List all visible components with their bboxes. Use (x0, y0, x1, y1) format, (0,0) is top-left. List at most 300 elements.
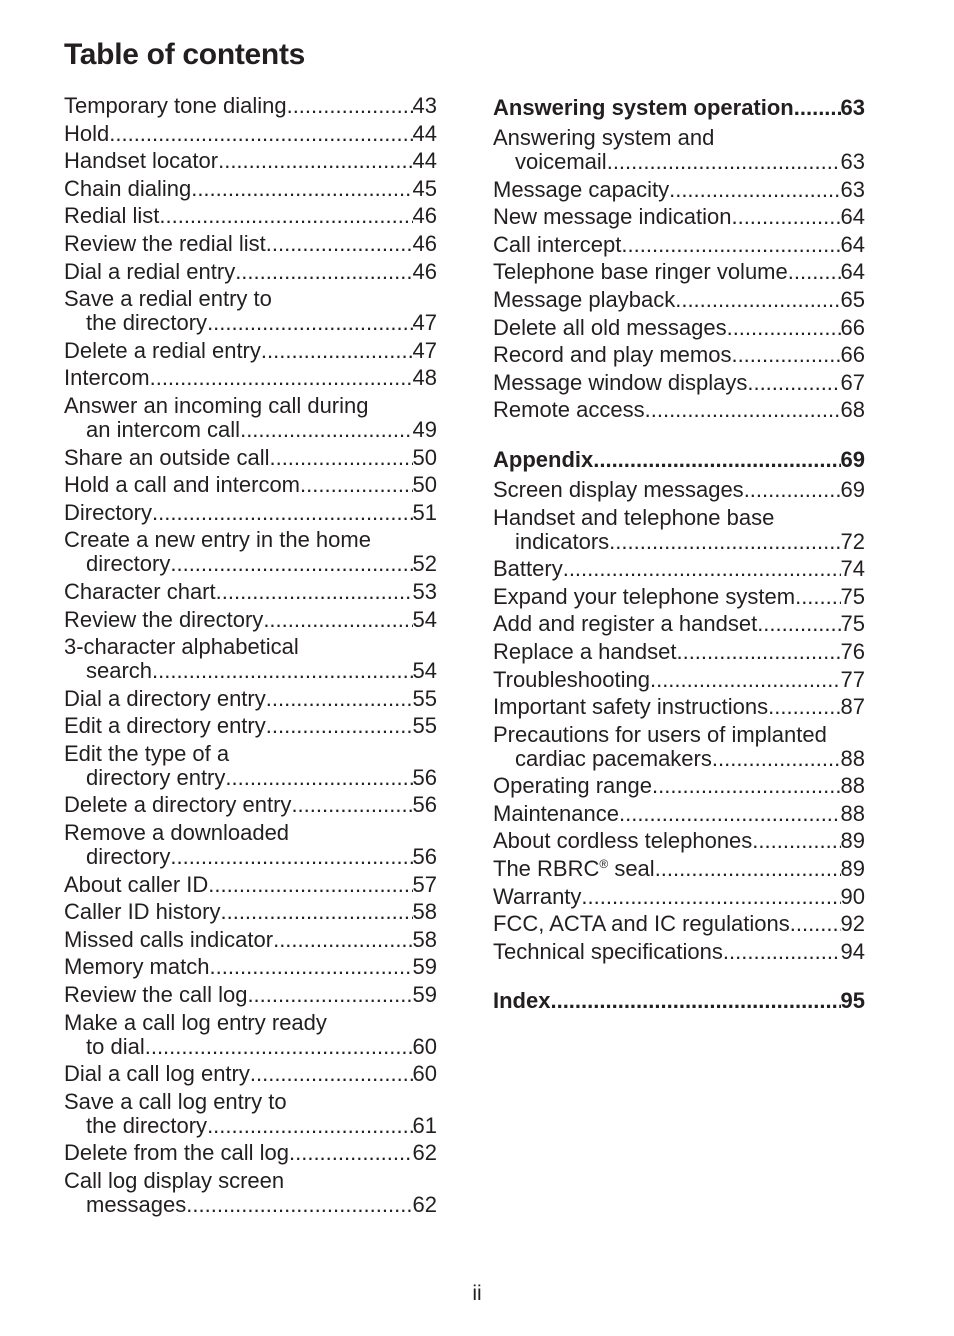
toc-page-number: 95 (840, 988, 865, 1014)
toc-entry-title-wrap (64, 204, 159, 228)
toc-entry-title: Dial a redial entry (64, 258, 236, 284)
toc-page-number: 90 (840, 883, 865, 909)
toc-entry-title-wrap (493, 316, 727, 340)
toc-entry-title-wrap (493, 585, 795, 609)
toc-entry-title: Character chart (64, 578, 216, 604)
toc-page-number: 88 (840, 773, 865, 799)
toc-entry-title-wrap (493, 448, 593, 472)
toc-entry-delete-all-old-messages[interactable] (493, 314, 865, 342)
dot-leader (675, 288, 840, 312)
toc-entry-title-wrap (64, 260, 235, 284)
toc-entry-review-the-call-log[interactable] (64, 981, 437, 1009)
toc-entry-title: Record and play memos (493, 342, 732, 368)
dot-leader (269, 446, 412, 470)
toc-page-number: 92 (840, 911, 865, 937)
dot-leader (152, 501, 413, 525)
toc-entry-title: Handset locator (64, 148, 219, 174)
toc-page-number: 63 (840, 95, 865, 120)
dot-leader (757, 612, 840, 636)
toc-entry-title: Add and register a handset (493, 611, 758, 637)
toc-entry-fcc-acta-and-ic-regulations[interactable] (493, 910, 865, 938)
toc-entry-character-chart[interactable] (64, 578, 437, 606)
toc-entry-title-wrap (64, 339, 261, 363)
toc-entry-title: About cordless telephones (493, 828, 753, 854)
toc-entry-title: Delete all old messages (493, 314, 727, 340)
toc-entry-title: Temporary tone dialing (64, 93, 287, 118)
toc-page-number: 52 (412, 551, 437, 577)
toc-entry-title: FCC, ACTA and IC regulations (493, 911, 790, 937)
dot-leader (795, 585, 840, 609)
toc-page-number: 45 (412, 175, 437, 201)
dot-leader (609, 530, 840, 554)
toc-page-number: 46 (412, 230, 437, 256)
dot-leader (563, 557, 841, 581)
toc-entry-title: Redial list (64, 203, 160, 229)
toc-page-number: 65 (840, 286, 865, 312)
toc-entry-title: Call intercept (493, 231, 622, 257)
toc-entry-dial-a-call-log-entry[interactable] (64, 1060, 437, 1088)
toc-entry-title: Review the redial list (64, 230, 266, 256)
toc-page-number: 44 (412, 120, 437, 146)
toc-page-number: 55 (412, 685, 437, 711)
toc-entry-title: Replace a handset (493, 638, 677, 664)
toc-entry-hold[interactable] (64, 120, 437, 148)
dot-leader (752, 829, 840, 853)
toc-entry-delete-a-redial-entry[interactable] (64, 337, 437, 365)
toc-entry-share-an-outside-call[interactable] (64, 444, 437, 472)
toc-page-number: 94 (840, 938, 865, 964)
dot-leader (727, 316, 841, 340)
toc-entry-title: Important safety instructions (493, 694, 769, 720)
toc-page-number: 76 (840, 638, 865, 664)
toc-entry-title-wrap (515, 530, 609, 554)
toc-entry-title-line1: Make a call log entry ready (64, 1009, 327, 1035)
toc-entry-title: voicemail (515, 149, 607, 174)
toc-page-number: 53 (412, 578, 437, 604)
toc-entry-title-wrap (493, 398, 645, 422)
toc-entry-title-wrap (86, 1114, 207, 1138)
toc-entry-title-wrap (493, 205, 731, 229)
dot-leader (150, 366, 413, 390)
toc-entry-title: directory (86, 551, 171, 577)
toc-entry-warranty[interactable] (493, 883, 865, 911)
toc-entry-title: Memory match (64, 954, 210, 980)
dot-leader (207, 1114, 412, 1138)
dot-leader (619, 802, 841, 826)
toc-page-number: 47 (412, 310, 437, 336)
toc-entry-title-line1: Answer an incoming call during (64, 392, 369, 418)
dot-leader (300, 473, 413, 497)
toc-entry-title-wrap (64, 928, 273, 952)
toc-page-number: 63 (840, 149, 865, 174)
toc-page-number: 60 (412, 1061, 437, 1087)
toc-entry-title-line1: Edit the type of a (64, 740, 230, 766)
toc-page-number: 77 (840, 666, 865, 692)
toc-entry-about-caller-id[interactable] (64, 871, 437, 899)
toc-entry-title-wrap (86, 1035, 145, 1059)
dot-leader (109, 122, 412, 146)
toc-entry-title: Hold a call and intercom (64, 472, 301, 498)
toc-entry-remove-a-downloaded-directory[interactable] (64, 819, 437, 871)
dot-leader (145, 1035, 413, 1059)
dot-leader (645, 398, 841, 422)
toc-entry-technical-specifications[interactable] (493, 938, 865, 966)
toc-entry-title-line1: Handset and telephone base (493, 504, 775, 530)
toc-page-number: 62 (412, 1140, 437, 1166)
toc-entry-review-the-directory[interactable] (64, 606, 437, 634)
dot-leader (723, 940, 841, 964)
toc-entry-title-line1: Answering system and (493, 125, 715, 150)
toc-entry-title: Delete a redial entry (64, 337, 261, 363)
toc-entry-title: About caller ID (64, 871, 209, 897)
dot-leader (261, 339, 413, 363)
toc-entry-the-rbrc[interactable] (493, 855, 865, 883)
dot-leader (266, 232, 413, 256)
toc-page-number: 43 (412, 93, 437, 118)
toc-entry-title-suffix: seal (608, 856, 655, 882)
toc-entry-title-wrap (493, 612, 757, 636)
toc-page-number: 89 (840, 828, 865, 854)
toc-entry-record-and-play-memos[interactable] (493, 341, 865, 369)
toc-entry-title: Missed calls indicator (64, 926, 274, 952)
toc-page-number: 72 (840, 528, 865, 554)
toc-entry-title-line1: Call log display screen (64, 1168, 285, 1193)
toc-entry-message-capacity[interactable] (493, 176, 865, 204)
toc-entry-title-wrap (64, 473, 300, 497)
dot-leader (676, 640, 840, 664)
toc-entry-title-wrap (64, 1062, 250, 1086)
toc-entry-title: Telephone base ringer volume (493, 259, 788, 285)
dot-leader (731, 205, 840, 229)
toc-entry-title: Directory (64, 499, 153, 525)
toc-entry-caller-id-history[interactable] (64, 898, 437, 926)
toc-entry-save-a-redial-entry-to-the-directory[interactable] (64, 285, 437, 337)
page-number: ii (472, 1282, 482, 1305)
section-gap (493, 965, 865, 985)
toc-entry-title-wrap (64, 94, 287, 118)
toc-entry-important-safety-instructions[interactable] (493, 693, 865, 721)
toc-entry-title: the directory (86, 1112, 208, 1138)
dot-leader (247, 983, 412, 1007)
toc-entry-title: Technical specifications (493, 938, 723, 964)
toc-entry-title: Message playback (493, 286, 676, 312)
toc-entry-title: indicators (515, 528, 610, 554)
toc-section-heading-index[interactable] (493, 985, 865, 1017)
toc-entry-hold-a-call-and-intercom[interactable] (64, 471, 437, 499)
toc-entry-battery[interactable] (493, 555, 865, 583)
toc-page-number: 55 (412, 713, 437, 739)
toc-entry-title: Delete from the call log (64, 1140, 289, 1166)
toc-page-number: 59 (412, 954, 437, 980)
toc-entry-title-wrap (64, 446, 269, 470)
toc-entry-3-character-alphabetical-search[interactable] (64, 633, 437, 685)
dot-leader (790, 912, 841, 936)
dot-leader (788, 260, 841, 284)
toc-entry-title-wrap (64, 900, 220, 924)
toc-entry-memory-match[interactable] (64, 953, 437, 981)
toc-entry-title: Dial a call log entry (64, 1061, 250, 1087)
toc-page-number: 74 (840, 556, 865, 582)
toc-entry-new-message-indication[interactable] (493, 203, 865, 231)
toc-entry-dial-a-redial-entry[interactable] (64, 258, 437, 286)
toc-page-number: 56 (412, 792, 437, 818)
toc-entry-title: Delete a directory entry (64, 792, 292, 818)
toc-entry-expand-your-telephone-system[interactable] (493, 583, 865, 611)
toc-entry-add-and-register-a-handset[interactable] (493, 610, 865, 638)
toc-entry-make-a-call-log-entry-ready-to-dial[interactable] (64, 1009, 437, 1061)
toc-entry-title: messages (86, 1192, 187, 1217)
toc-entry-title-wrap (64, 232, 266, 256)
toc-entry-title: to dial (86, 1033, 145, 1059)
toc-entry-save-a-call-log-entry-to-the-directory[interactable] (64, 1088, 437, 1140)
toc-entry-title-wrap (64, 687, 266, 711)
toc-entry-delete-a-directory-entry[interactable] (64, 791, 437, 819)
dot-leader (170, 552, 412, 576)
toc-page-number: 66 (840, 342, 865, 368)
dot-leader (273, 928, 412, 952)
toc-entry-title-wrap (86, 311, 207, 335)
toc-entry-title: Maintenance (493, 800, 619, 826)
toc-entry-precautions-for-users-of-implanted-cardiac-pacemakers[interactable] (493, 721, 865, 773)
toc-entry-call-log-display-screen-messages[interactable] (64, 1167, 437, 1219)
toc-entry-title: Answering system operation (493, 95, 794, 120)
toc-entry-call-intercept[interactable] (493, 231, 865, 259)
toc-entry-title: New message indication (493, 204, 732, 230)
toc-entry-title: Dial a directory entry (64, 685, 266, 711)
toc-page-number: 75 (840, 583, 865, 609)
dot-leader (263, 608, 412, 632)
toc-entry-title: directory entry (86, 764, 226, 790)
toc-entry-message-playback[interactable] (493, 286, 865, 314)
toc-entry-troubleshooting[interactable] (493, 666, 865, 694)
toc-page-number: 67 (840, 369, 865, 395)
toc-page-number: 56 (412, 844, 437, 870)
toc-page-number: 50 (412, 472, 437, 498)
toc-page-number: 46 (412, 258, 437, 284)
dot-leader (225, 766, 412, 790)
toc-section-heading-answering-system-operation[interactable] (493, 92, 865, 124)
toc-entry-title-wrap (64, 149, 218, 173)
toc-entry-maintenance[interactable] (493, 800, 865, 828)
dot-leader (650, 668, 841, 692)
dot-leader (655, 857, 841, 881)
dot-leader (191, 177, 412, 201)
toc-entry-title-wrap (493, 989, 550, 1013)
toc-entry-title-wrap (493, 343, 731, 367)
toc-page-number: 49 (412, 416, 437, 442)
toc-page-number: 57 (412, 871, 437, 897)
toc-entry-title: the directory (86, 310, 208, 336)
toc-entry-title-wrap (64, 366, 150, 390)
toc-entry-title-wrap (64, 580, 216, 604)
toc-entry-edit-a-directory-entry[interactable] (64, 712, 437, 740)
toc-page-number: 64 (840, 231, 865, 257)
toc-entry-redial-list[interactable] (64, 202, 437, 230)
toc-page-number: 89 (840, 856, 865, 882)
toc-entry-title: Message window displays (493, 369, 748, 395)
toc-page-number: 61 (412, 1112, 437, 1138)
toc-entry-title-wrap (493, 695, 768, 719)
toc-entry-title-wrap (493, 371, 747, 395)
toc-entry-title-line1: Precautions for users of implanted (493, 721, 827, 747)
toc-page-number: 54 (412, 606, 437, 632)
toc-page-number: 69 (840, 446, 865, 472)
dot-leader (747, 371, 840, 395)
toc-entry-title: Battery (493, 556, 563, 582)
toc-page-number: 66 (840, 314, 865, 340)
dot-leader (266, 687, 413, 711)
toc-entry-intercom[interactable] (64, 364, 437, 392)
toc-entry-create-a-new-entry-in-the-home-directory[interactable] (64, 526, 437, 578)
toc-page-number: 59 (412, 982, 437, 1008)
toc-entry-title: Share an outside call (64, 444, 270, 470)
toc-entry-title: search (86, 658, 153, 684)
toc-entry-title: Expand your telephone system (493, 583, 796, 609)
toc-entry-handset-and-telephone-base-indicators[interactable] (493, 504, 865, 556)
toc-entry-title-wrap (64, 501, 152, 525)
toc-entry-title-wrap (64, 1141, 289, 1165)
toc-page-number: 69 (840, 476, 865, 502)
dot-leader (669, 178, 840, 202)
toc-entry-missed-calls-indicator[interactable] (64, 926, 437, 954)
dot-leader (289, 1141, 413, 1165)
dot-leader (170, 845, 412, 869)
toc-entry-title-wrap (86, 418, 240, 442)
toc-page-number: 68 (840, 397, 865, 423)
toc-entry-review-the-redial-list[interactable] (64, 230, 437, 258)
dot-leader (621, 233, 840, 257)
toc-entry-title-wrap (493, 774, 652, 798)
dot-leader (186, 1193, 412, 1217)
toc-entry-title-wrap (515, 150, 607, 174)
toc-entry-title-wrap (493, 557, 563, 581)
toc-entry-telephone-base-ringer-volume[interactable] (493, 258, 865, 286)
toc-page-number: 64 (840, 204, 865, 230)
toc-entry-title-wrap (64, 955, 209, 979)
toc-entry-title-wrap (515, 747, 712, 771)
toc-entry-title-wrap (493, 829, 752, 853)
registered-mark: ® (599, 857, 609, 872)
toc-entry-title-wrap (493, 885, 581, 909)
toc-entry-title-wrap (493, 912, 790, 936)
toc-page-number: 47 (412, 337, 437, 363)
toc-entry-title-wrap (86, 1193, 186, 1217)
toc-entry-answering-system-and-voicemail[interactable] (493, 124, 865, 176)
toc-entry-delete-from-the-call-log[interactable] (64, 1139, 437, 1167)
toc-page-number: 44 (412, 148, 437, 174)
toc-entry-replace-a-handset[interactable] (493, 638, 865, 666)
toc-page-number: 51 (412, 499, 437, 525)
dot-leader (207, 311, 412, 335)
toc-entry-temporary-tone-dialing[interactable] (64, 92, 437, 120)
toc-entry-title-line1: 3-character alphabetical (64, 634, 299, 660)
toc-entry-title-wrap (493, 940, 723, 964)
dot-leader (240, 418, 412, 442)
toc-entry-title: cardiac pacemakers (515, 745, 712, 771)
toc-entry-title-wrap (86, 845, 170, 869)
toc-entry-title: Hold (64, 120, 110, 146)
dot-leader (152, 659, 412, 683)
dot-leader (768, 695, 840, 719)
toc-entry-title-line1: Save a call log entry to (64, 1088, 287, 1114)
toc-entry-title: Appendix (493, 446, 594, 472)
dot-leader (291, 793, 412, 817)
toc-page-number: 48 (412, 365, 437, 391)
toc-entry-title-wrap (64, 122, 109, 146)
toc-entry-title: Review the directory (64, 606, 264, 632)
dot-leader (712, 747, 841, 771)
dot-leader (744, 478, 841, 502)
toc-entry-title-line1: Create a new entry in the home (64, 527, 371, 553)
toc-entry-title-wrap (493, 668, 650, 692)
toc-section-heading-appendix[interactable] (493, 444, 865, 476)
toc-entry-message-window-displays[interactable] (493, 369, 865, 397)
toc-page-number: 88 (840, 800, 865, 826)
toc-entry-remote-access[interactable] (493, 396, 865, 424)
toc-entry-answer-an-incoming-call-during-an-intercom-call[interactable] (64, 392, 437, 444)
toc-entry-edit-the-type-of-a-directory-entry[interactable] (64, 740, 437, 792)
toc-entry-title: Remote access (493, 397, 645, 423)
toc-entry-title-wrap (493, 857, 655, 881)
dot-leader (581, 885, 840, 909)
toc-entry-title-wrap (493, 802, 619, 826)
toc-page-number: 60 (412, 1033, 437, 1059)
dot-leader (250, 1062, 413, 1086)
toc-entry-title-wrap (493, 260, 788, 284)
dot-leader (794, 96, 841, 120)
toc-entry-directory[interactable] (64, 499, 437, 527)
toc-entry-screen-display-messages[interactable] (493, 476, 865, 504)
toc-entry-chain-dialing[interactable] (64, 175, 437, 203)
toc-entry-title-wrap (64, 873, 208, 897)
toc-entry-title-line1: Remove a downloaded (64, 820, 290, 846)
toc-entry-title-wrap (86, 766, 225, 790)
toc-entry-dial-a-directory-entry[interactable] (64, 685, 437, 713)
toc-entry-operating-range[interactable] (493, 772, 865, 800)
toc-entry-title: Message capacity (493, 176, 670, 202)
toc-entry-title: an intercom call (86, 416, 241, 442)
toc-entry-title: Review the call log (64, 982, 248, 1008)
dot-leader (218, 149, 412, 173)
toc-page-number: 50 (412, 444, 437, 470)
toc-entry-about-cordless-telephones[interactable] (493, 827, 865, 855)
dot-leader (731, 343, 840, 367)
toc-page-number: 56 (412, 764, 437, 790)
toc-page-number: 54 (412, 658, 437, 684)
toc-right-column (493, 92, 865, 1017)
toc-page-number: 87 (840, 694, 865, 720)
dot-leader (266, 714, 413, 738)
dot-leader (607, 150, 841, 174)
toc-page-number: 75 (840, 611, 865, 637)
toc-entry-title: Warranty (493, 883, 582, 909)
dot-leader (208, 873, 412, 897)
toc-entry-title: The RBRC (493, 856, 600, 882)
toc-entry-title: Chain dialing (64, 175, 192, 201)
toc-page-number: 64 (840, 259, 865, 285)
toc-entry-title: directory (86, 844, 171, 870)
toc-entry-title-wrap (493, 178, 669, 202)
toc-entry-title-wrap (64, 793, 291, 817)
toc-entry-handset-locator[interactable] (64, 147, 437, 175)
toc-entry-title: Caller ID history (64, 899, 221, 925)
dot-leader (593, 448, 840, 472)
toc-entry-title-wrap (64, 983, 247, 1007)
toc-entry-title-wrap (493, 478, 744, 502)
page-title: Table of contents (64, 38, 306, 71)
section-gap (493, 424, 865, 444)
toc-entry-title: Screen display messages (493, 476, 744, 502)
